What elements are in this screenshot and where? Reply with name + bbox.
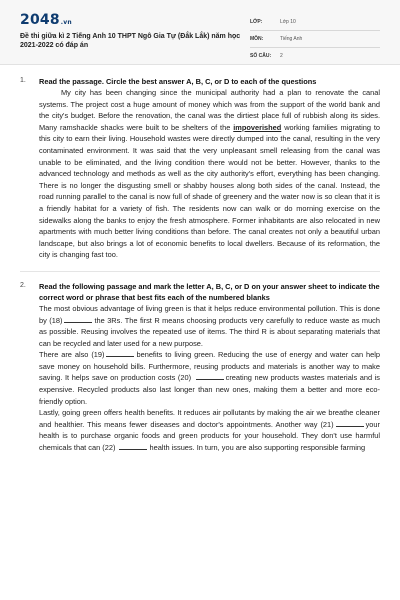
passage-text: My city has been changing since the municipal authority had a plan to renovate the canal systems. The project cost a huge amount of money which was from the support of the world bank and the city's budget. Before the renovation, the canal was the dirtiest place full of rubbish along its sides. Many ramshackle shacks were built to be shelters of the [39,88,380,132]
answer-blank [119,443,147,450]
exam-title: Đề thi giữa kì 2 Tiếng Anh 10 THPT Ngô Gia Tự (Đắk Lắk) năm học 2021-2022 có đáp án [20,33,241,49]
exam-meta [250,14,380,64]
meta-row-class [250,14,380,31]
passage-text: creating new products wastes materials and is expensive. Recycled products also last longer than new ones, making them a better and more eco-friendly option. [39,373,380,406]
answer-blank [196,373,224,380]
meta-label: SỐ CÂU: [250,53,272,59]
meta-value: Lớp 10 [280,19,296,25]
passage-text: working families migrating to this city to earn their living. Household wastes were directly dumped into the canal, resulting in the very contaminated environment. It was said that the very unpleasant smell releasing from the canal was unable to be eliminated, and the living condition there would not be better. However, thanks to the advanced technology and methods as well as the city authority's effort, everything has been changing. There is no longer the disgusting smell or shabby houses along both sides of the canal. Instead, the road running parallel to the canal is now full of shade of greenery and the water now is so clean that it is a friendly habitat for a variety of fish. The residents now can walk or do morning exercise on the sidewalks along the banks to enjoy the fresh atmosphere. Former inhabitants are also relocated in new apartments with much better living conditions than before. The canal creates not only a beautiful urban landscape, but also brings a lot of economic benefits to local dwellers. Because of its reformation, the city is changing fast too. [39,122,381,260]
passage-text: health issues. In turn, you are also supporting responsible farming [149,443,366,453]
passage-text: Lastly, going green offers health benefits. It reduces air pollutants by making the air we breathe cleaner and healthier. This means fewer diseases and doctor's appointments. Another way (21) [39,408,380,429]
answer-blank [336,420,364,427]
question-1 [20,76,380,261]
passage-paragraph-3 [39,407,380,453]
meta-value: Tiếng Anh [280,36,303,42]
meta-label: LỚP: [250,19,263,25]
question-heading: Read the following passage and mark the letter A, B, C, or D on your answer sheet to indicate the correct word or phrase that best fits each of the numbered blanks [39,281,380,302]
meta-row-subject [250,31,380,48]
answer-blank [64,316,92,323]
question-number: 1. [20,77,26,84]
passage-text: The most obvious advantage of living green is that it helps reduce environmental pollution. This is done by (18) [39,303,380,325]
passage-text: There are also (19) [39,350,105,360]
reading-passage [39,87,380,261]
meta-row-count [250,48,380,64]
passage-text: the 3Rs. The first R means choosing products very carefully to reduce waste as much as possible. Reusing involves the repeated use of items. The third R is about separating materials that can be recycled and later used for a new purpose. [39,315,380,348]
passage-paragraph-2 [39,349,380,407]
page-header [0,0,400,65]
answer-blank [106,350,134,357]
meta-value: 2 [280,53,283,59]
question-2 [20,281,380,454]
passage-text: your health is to purchase organic foods and green products for your household. They don't use harmful chemicals that can (22) [39,419,380,453]
meta-label: MÔN: [250,36,264,42]
question-heading: Read the passage. Circle the best answer A, B, C, or D to each of the questions [39,77,317,86]
question-number: 2. [20,281,26,289]
exam-content [20,76,380,454]
underlined-word: impoverished [233,122,282,132]
question-divider [20,271,380,272]
passage-text: benefits to living green. Reducing the use of energy and water can help save money on household bills. Furthermore, reusing products and materials is another way to make saving. It helps save on production costs (20) [39,350,380,383]
site-logo[interactable]: 2048.vn [20,12,72,28]
passage-paragraph-1 [39,303,380,349]
